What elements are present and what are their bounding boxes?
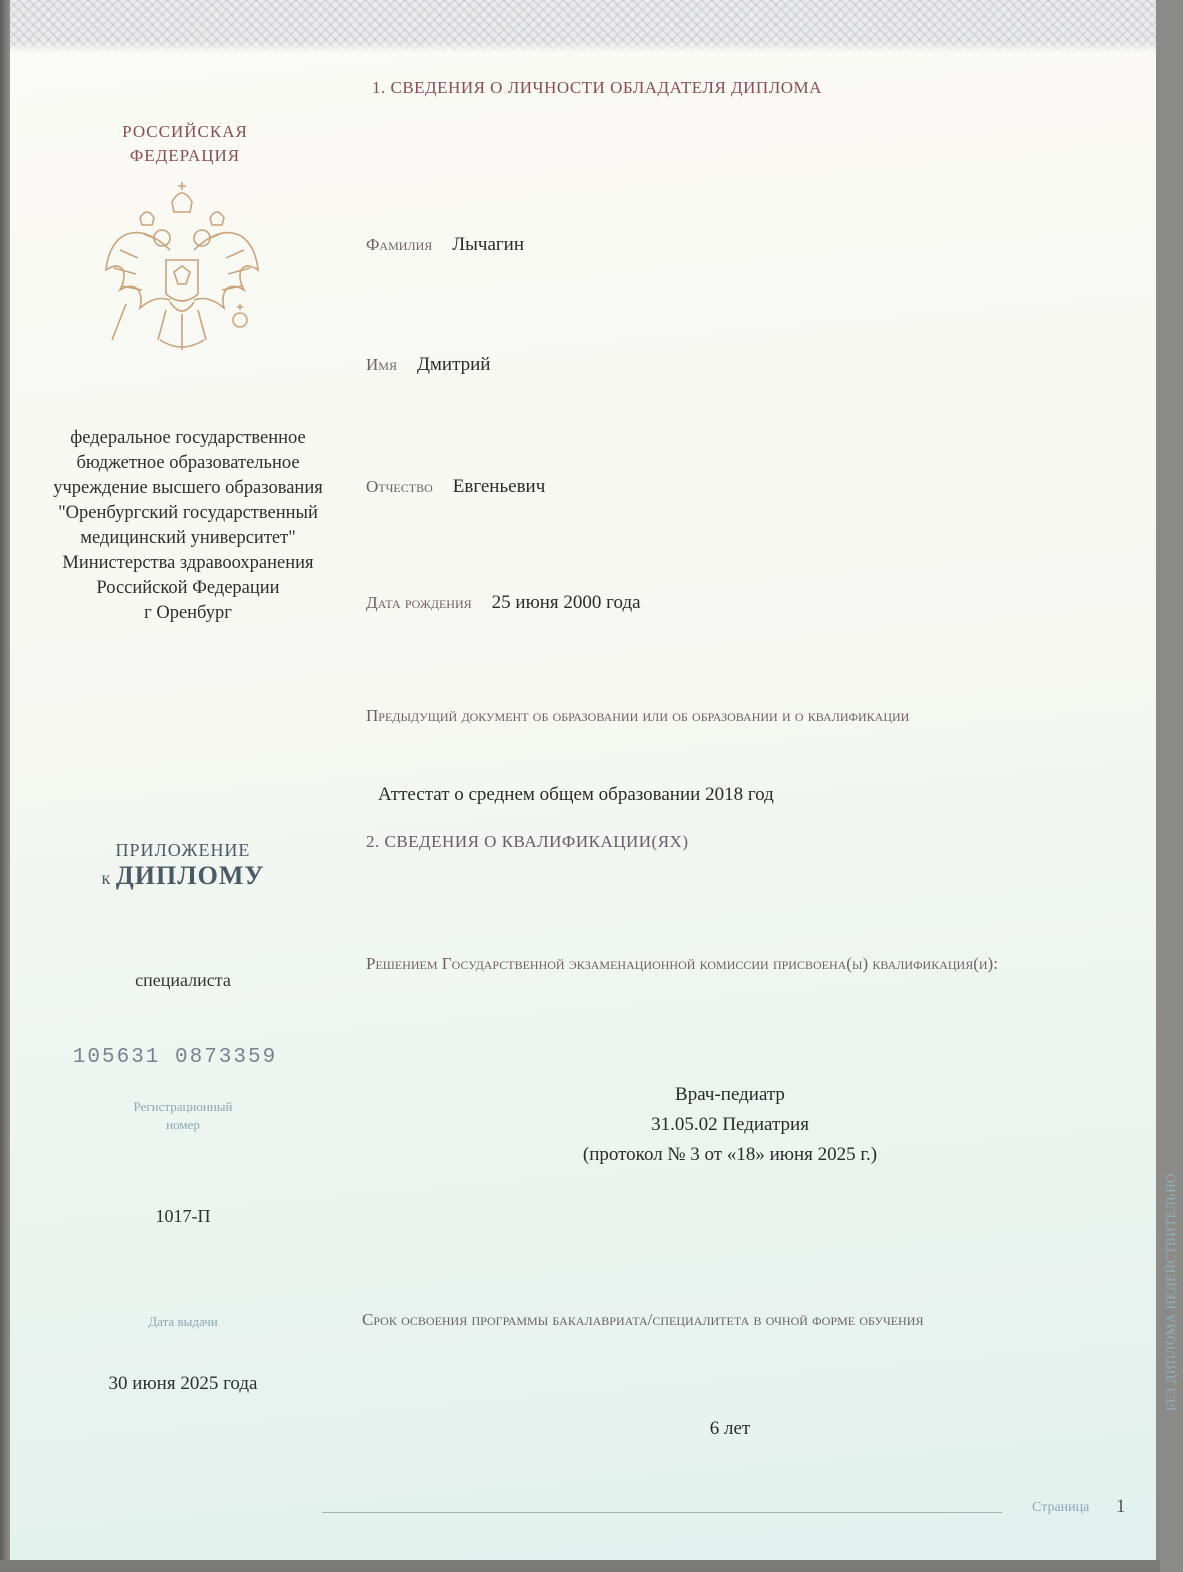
section-2-title: 2. СВЕДЕНИЯ О КВАЛИФИКАЦИИ(ЯХ) <box>366 832 689 851</box>
registration-number: 1017-П <box>155 1206 211 1226</box>
birth-date-row <box>366 592 641 614</box>
study-term-label: Срок освоения программы бакалавриата/специалитета в очной форме обучения <box>362 1310 924 1329</box>
study-term-value: 6 лет <box>709 1418 751 1439</box>
name-row <box>366 354 490 376</box>
country-name: РОССИЙСКАЯ ФЕДЕРАЦИЯ <box>122 122 248 165</box>
organization-name: федеральное государственное бюджетное образовательное учреждение высшего образования "Оренбургский государственный медицинский университет" Министерства здравоохранения Российской Федерации г Оренбург <box>53 428 323 623</box>
diploma-appendix-page <box>10 0 1178 1568</box>
previous-document-value: Аттестат о среднем общем образовании 2018 год <box>378 784 774 805</box>
birth-date-label: Дата рождения <box>366 593 472 612</box>
surface-edge <box>0 1560 1160 1572</box>
section-1-title: 1. СВЕДЕНИЯ О ЛИЧНОСТИ ОБЛАДАТЕЛЯ ДИПЛОМА <box>372 78 822 97</box>
previous-document-label: Предыдущий документ об образовании или об образовании и о квалификации <box>366 706 910 725</box>
birth-date-value: 25 июня 2000 года <box>491 592 641 613</box>
degree-level: специалиста <box>135 970 231 990</box>
name-label: Имя <box>366 355 397 374</box>
issue-date-label: Дата выдачи <box>148 1314 218 1329</box>
surname-label: Фамилия <box>366 235 433 254</box>
russian-coat-of-arms-icon <box>100 180 265 360</box>
surname-value: Лычагин <box>452 234 525 255</box>
patronymic-value: Евгеньевич <box>452 476 546 497</box>
footer-divider <box>322 1512 1002 1513</box>
surname-row <box>366 234 524 256</box>
guilloche-border <box>10 0 1156 52</box>
commission-decision-text: Решением Государственной экзаменационной комиссии присвоена(ы) квалификация(и): <box>366 954 998 973</box>
appendix-title: ПРИЛОЖЕНИЕ к ДИПЛОМУ <box>101 840 265 890</box>
qualification-block <box>370 1080 1090 1170</box>
validity-note: БЕЗ ДИПЛОМА НЕДЕЙСТВИТЕЛЬНО <box>1163 1173 1178 1411</box>
blank-serial-number: 105631 0873359 <box>72 1046 278 1069</box>
qualification: Врач-педиатр <box>675 1084 785 1105</box>
registration-number-label: Регистрационный номер <box>133 1099 233 1132</box>
patronymic-label: Отчество <box>366 477 433 496</box>
specialty: 31.05.02 Педиатрия <box>651 1114 809 1135</box>
protocol: (протокол № 3 от «18» июня 2025 г.) <box>582 1144 878 1165</box>
page-number: 1 <box>1116 1496 1126 1517</box>
page-label: Страница <box>1032 1500 1090 1515</box>
name-value: Дмитрий <box>416 354 491 375</box>
patronymic-row <box>366 476 545 498</box>
issue-date: 30 июня 2025 года <box>108 1373 258 1394</box>
